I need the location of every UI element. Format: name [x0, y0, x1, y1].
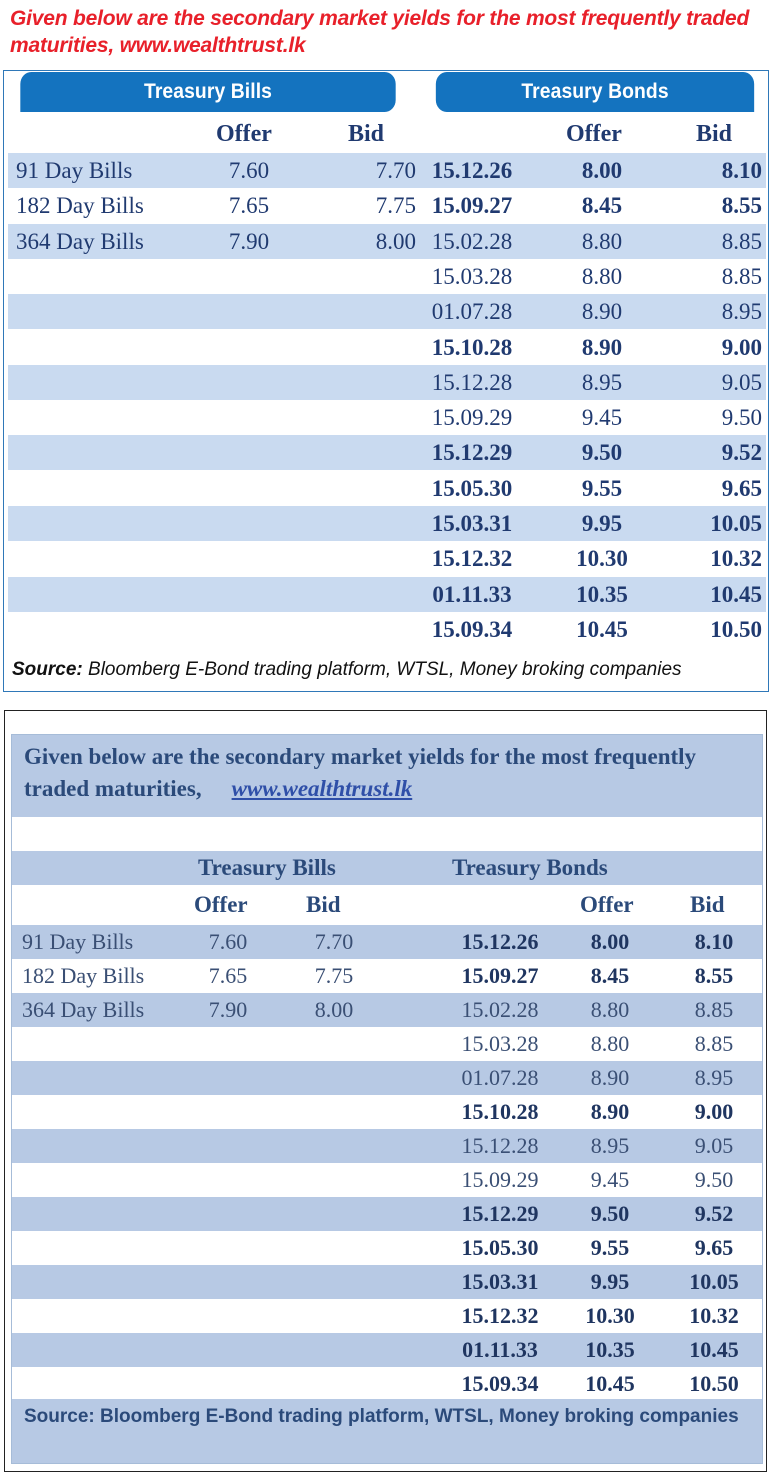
bill-bid: 7.70: [375, 158, 416, 183]
bond-maturity: 15.12.32: [431, 546, 513, 572]
bond-offer: 8.95: [581, 369, 623, 395]
bond-maturity: 15.09.29: [431, 405, 513, 431]
table-row: [12, 925, 762, 959]
p2-bond-offer: 8.90: [590, 1099, 630, 1124]
table-row: [12, 1197, 762, 1231]
p2-bill-bid: 8.00: [314, 997, 354, 1022]
table-row: [8, 365, 766, 400]
p2-bond-offer: 8.80: [590, 1031, 630, 1056]
p2-bill-name: 91 Day Bills: [22, 929, 134, 954]
panel2-table: [11, 734, 763, 1464]
p2-bond-bid: 9.05: [694, 1133, 734, 1158]
treasury-bonds-group-label: Treasury Bonds: [452, 855, 608, 880]
p2-bond-offer: 8.90: [590, 1065, 630, 1090]
bond-maturity: 15.12.29: [431, 440, 513, 466]
table-row: [8, 259, 766, 294]
p2-bill-offer: 7.65: [208, 963, 248, 988]
p2-bond-maturity: 15.12.32: [461, 1303, 539, 1328]
table-row: [8, 330, 766, 365]
bond-bid: 9.50: [721, 405, 762, 431]
bond-bid: 8.85: [721, 263, 762, 289]
bills-offer-header: Offer: [216, 121, 272, 147]
table-row: [8, 506, 766, 541]
table-row: [8, 153, 766, 188]
bill-offer: 7.65: [228, 193, 270, 219]
source-text: Bloomberg E-Bond trading platform, WTSL, Money broking companies: [82, 659, 682, 680]
p2-bond-bid: 9.50: [694, 1167, 734, 1192]
p2-bond-offer: 8.00: [590, 929, 630, 954]
p2-bond-bid: 10.32: [689, 1303, 739, 1328]
p2-bond-offer: 10.35: [585, 1337, 635, 1362]
bond-maturity: 15.09.34: [431, 616, 513, 642]
p2-bond-offer: 9.55: [590, 1235, 630, 1260]
table-row: [8, 224, 766, 259]
bill-bid: 7.75: [375, 193, 416, 219]
bond-offer: 8.00: [581, 158, 623, 183]
panel2-title-box: [12, 735, 762, 817]
p2-bond-bid: 10.05: [689, 1269, 739, 1294]
bond-offer: 8.80: [581, 228, 623, 254]
p2-bond-maturity: 15.03.28: [461, 1031, 539, 1056]
bond-maturity: 15.05.30: [431, 475, 513, 501]
p2-bond-maturity: 15.09.34: [461, 1371, 539, 1396]
table-row: [12, 959, 762, 993]
bond-bid: 8.10: [721, 158, 762, 183]
bill-offer: 7.60: [228, 158, 270, 183]
p2-bills-offer-header: Offer: [194, 892, 248, 917]
bill-name: 182 Day Bills: [16, 193, 144, 219]
p2-bond-offer: 8.95: [590, 1133, 630, 1158]
bond-offer: 8.45: [581, 193, 623, 219]
treasury-bonds-tab: Treasury Bonds: [436, 72, 754, 112]
p2-bill-bid: 7.70: [314, 929, 354, 954]
bond-bid: 10.45: [710, 581, 762, 607]
p2-bond-offer: 9.50: [590, 1201, 630, 1226]
bill-bid: 8.00: [375, 228, 416, 254]
bond-maturity: 01.07.28: [431, 299, 513, 325]
p2-bond-maturity: 15.12.28: [461, 1133, 539, 1158]
bond-offer: 9.55: [581, 475, 623, 501]
p2-bond-bid: 8.85: [694, 997, 734, 1022]
table-row: [12, 1163, 762, 1197]
bond-maturity: 15.10.28: [431, 334, 513, 360]
table-row: [12, 1231, 762, 1265]
panel2-title-text: Given below are the secondary market yields for the most frequently traded maturities,: [24, 744, 697, 801]
treasury-bills-tab: Treasury Bills: [20, 72, 395, 112]
p2-bond-maturity: 15.10.28: [461, 1099, 539, 1124]
p2-bond-maturity: 15.09.29: [461, 1167, 539, 1192]
table-row: [12, 1265, 762, 1299]
bond-bid: 8.95: [721, 299, 762, 325]
bond-bid: 9.52: [721, 440, 762, 466]
table-row: [8, 471, 766, 506]
p2-bond-bid: 8.10: [694, 929, 734, 954]
bill-name: 91 Day Bills: [16, 158, 133, 183]
bonds-offer-header: Offer: [566, 121, 622, 147]
p2-bill-name: 364 Day Bills: [22, 997, 145, 1022]
p2-bill-bid: 7.75: [314, 963, 354, 988]
p2-bond-offer: 10.30: [585, 1303, 635, 1328]
bond-offer: 8.90: [581, 334, 623, 360]
bond-offer: 10.35: [576, 581, 628, 607]
bills-bid-header: Bid: [348, 121, 385, 147]
table-row: [8, 577, 766, 612]
p2-bonds-offer-header: Offer: [580, 892, 634, 917]
p2-bill-name: 182 Day Bills: [22, 963, 145, 988]
table-row: [8, 435, 766, 470]
p2-bond-maturity: 15.03.31: [461, 1269, 539, 1294]
table-row: [8, 541, 766, 576]
p2-bond-bid: 10.50: [689, 1371, 739, 1396]
p2-bond-maturity: 01.07.28: [461, 1065, 539, 1090]
table-row: [12, 993, 762, 1027]
bond-maturity: 01.11.33: [432, 581, 512, 607]
p2-bond-bid: 8.95: [694, 1065, 734, 1090]
bond-offer: 9.45: [581, 405, 623, 431]
p2-bonds-bid-header: Bid: [690, 892, 725, 917]
bond-maturity: 15.12.28: [431, 369, 513, 395]
panel2-group-header-row: [12, 851, 762, 885]
wealthtrust-link[interactable]: www.wealthtrust.lk: [231, 776, 413, 801]
p2-bond-offer: 8.45: [590, 963, 630, 988]
yields-panel-primary: [0, 0, 770, 694]
bond-bid: 9.65: [721, 475, 762, 501]
bond-offer: 9.50: [581, 440, 623, 466]
p2-bond-bid: 9.52: [694, 1201, 734, 1226]
bond-maturity: 15.09.27: [431, 193, 513, 219]
bond-bid: 8.85: [721, 228, 762, 254]
bill-offer: 7.90: [228, 228, 270, 254]
p2-bond-maturity: 15.12.26: [461, 929, 539, 954]
bill-name: 364 Day Bills: [16, 228, 144, 254]
table-row: [12, 1061, 762, 1095]
bond-maturity: 15.12.26: [431, 158, 513, 183]
panel1-source-note: [12, 652, 762, 688]
p2-bond-bid: 9.65: [694, 1235, 734, 1260]
p2-bond-bid: 8.85: [694, 1031, 734, 1056]
p2-bond-offer: 9.95: [590, 1269, 630, 1294]
table-row: [12, 1095, 762, 1129]
table-row: [12, 1367, 762, 1401]
bond-offer: 8.80: [581, 263, 623, 289]
bond-offer: 10.45: [576, 616, 628, 642]
p2-bond-bid: 9.00: [694, 1099, 734, 1124]
yields-panel-secondary: [4, 710, 767, 1472]
p2-bond-maturity: 01.11.33: [462, 1337, 538, 1362]
table-row: [12, 1027, 762, 1061]
p2-bond-offer: 8.80: [590, 997, 630, 1022]
bond-maturity: 15.03.31: [431, 511, 513, 536]
p2-bond-maturity: 15.12.29: [461, 1201, 539, 1226]
treasury-bills-group-label: Treasury Bills: [198, 855, 336, 880]
p2-bond-bid: 8.55: [694, 963, 734, 988]
bond-bid: 10.50: [710, 616, 762, 642]
source-label: Source:: [12, 659, 83, 680]
table-row: [8, 294, 766, 329]
table-row: [12, 1333, 762, 1367]
bond-offer: 10.30: [576, 546, 628, 572]
bond-bid: 9.00: [721, 334, 762, 360]
p2-bills-bid-header: Bid: [306, 892, 341, 917]
p2-bill-offer: 7.90: [208, 997, 248, 1022]
p2-bond-offer: 9.45: [590, 1167, 630, 1192]
p2-bond-bid: 10.45: [689, 1337, 739, 1362]
bond-bid: 10.05: [710, 511, 762, 536]
table-row: [8, 188, 766, 223]
panel2-source-box: [12, 1399, 762, 1463]
p2-bond-maturity: 15.05.30: [461, 1235, 539, 1260]
p2-bond-maturity: 15.09.27: [461, 963, 539, 988]
table-row: [8, 612, 766, 647]
panel2-column-header-row: [12, 888, 762, 922]
panel2-title: [24, 741, 754, 805]
table-row: [12, 1299, 762, 1333]
panel2-source-note: Source: Bloomberg E-Bond trading platform, WTSL, Money broking companies: [24, 1406, 739, 1427]
table-row: [8, 400, 766, 435]
p2-bond-offer: 10.45: [585, 1371, 635, 1396]
bonds-bid-header: Bid: [696, 121, 733, 147]
p2-bond-maturity: 15.02.28: [461, 997, 539, 1022]
bond-offer: 8.90: [581, 299, 623, 325]
panel1-column-header-row: [8, 117, 766, 152]
table-row: [12, 1129, 762, 1163]
p2-bill-offer: 7.60: [208, 929, 248, 954]
bond-maturity: 15.02.28: [431, 228, 513, 254]
panel1-title: Given below are the secondary market yields for the most frequently traded maturities, www.wealthtrust.lk: [10, 7, 750, 57]
bond-bid: 8.55: [721, 193, 762, 219]
bond-offer: 9.95: [581, 511, 623, 536]
bond-maturity: 15.03.28: [431, 263, 513, 289]
bond-bid: 9.05: [721, 369, 762, 395]
bond-bid: 10.32: [710, 546, 762, 572]
